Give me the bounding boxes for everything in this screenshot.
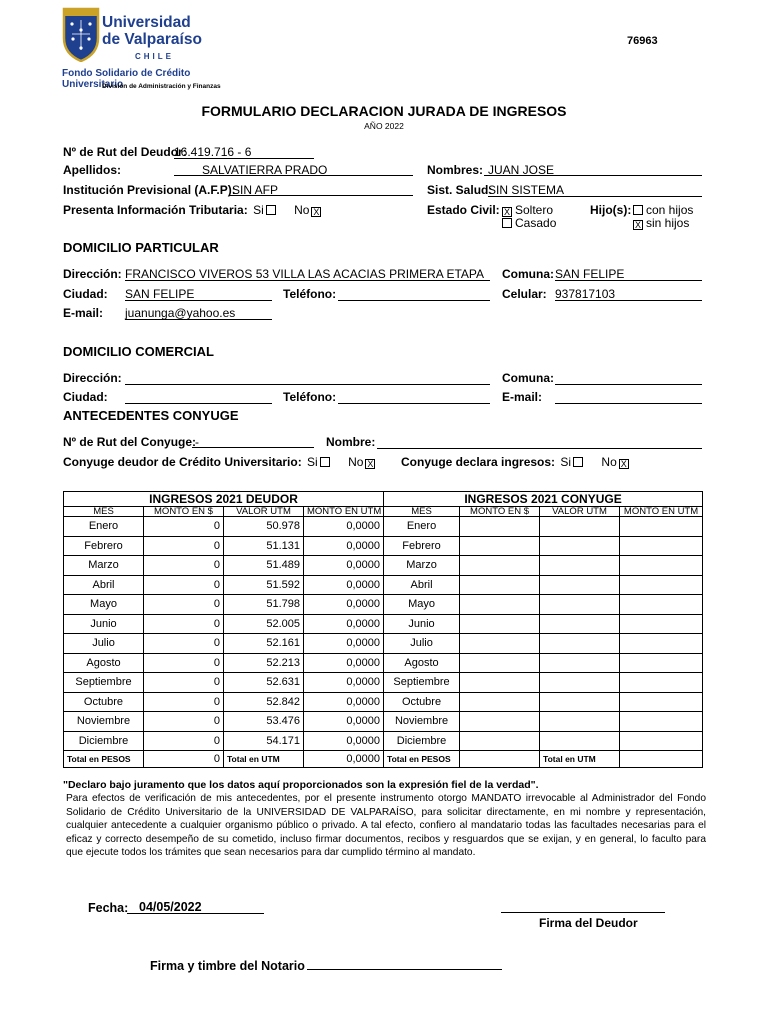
conyuge-monto-utm-cell[interactable]: [620, 731, 703, 751]
conyuge-total-pesos-value[interactable]: [460, 751, 540, 768]
conyuge-monto-utm-cell[interactable]: [620, 653, 703, 673]
soltero-option: [500, 203, 553, 217]
com-email-label: E-mail:: [502, 390, 543, 404]
tributaria-no-label: No: [294, 203, 310, 217]
document-number: 76963: [627, 35, 658, 47]
conyuge-monto-cell[interactable]: [460, 634, 540, 654]
conyuge-monto-utm-cell[interactable]: [620, 556, 703, 576]
conyuge-declara-label: Conyuge declara ingresos:: [401, 455, 556, 469]
income-table: [63, 491, 703, 768]
telefono-label: Teléfono:: [283, 287, 337, 301]
conyuge-valor-utm-cell[interactable]: [540, 712, 620, 732]
conyuge-monto-utm-cell[interactable]: [620, 634, 703, 654]
col-mes-header-conyuge: MES: [384, 507, 460, 517]
conyuge-monto-utm-cell[interactable]: [620, 692, 703, 712]
conyuge-month-cell: Abril: [384, 575, 460, 595]
monto-utm-cell: 0,0000: [304, 536, 384, 556]
firma-deudor-line[interactable]: [501, 912, 665, 913]
monto-cell: 0: [144, 536, 224, 556]
monto-cell: 0: [144, 692, 224, 712]
table-row: [64, 653, 703, 673]
conyuge-valor-utm-cell[interactable]: [540, 731, 620, 751]
valor-utm-cell: 52.842: [224, 692, 304, 712]
conyuge-month-cell: Julio: [384, 634, 460, 654]
soltero-checkbox[interactable]: X: [503, 207, 510, 217]
casado-label: Casado: [515, 216, 557, 230]
com-email-field[interactable]: [555, 390, 702, 404]
conyuge-valor-utm-cell[interactable]: [540, 692, 620, 712]
conyuge-valor-utm-cell[interactable]: [540, 536, 620, 556]
valor-utm-cell: 52.213: [224, 653, 304, 673]
tributaria-label: Presenta Información Tributaria:: [63, 203, 248, 217]
rut-field[interactable]: 16.419.716 - 6: [174, 145, 314, 159]
table-row: [64, 595, 703, 615]
conyuge-deudor-si-checkbox[interactable]: [320, 457, 330, 467]
estado-civil-label: Estado Civil:: [427, 203, 500, 217]
monto-cell: 0: [144, 712, 224, 732]
fecha-label: Fecha:: [88, 901, 129, 915]
conyuge-month-cell: Noviembre: [384, 712, 460, 732]
conyuge-monto-cell[interactable]: [460, 692, 540, 712]
monto-cell: 0: [144, 517, 224, 537]
salud-label: Sist. Salud:: [427, 183, 493, 197]
total-utm-label: Total en UTM: [224, 751, 304, 768]
conyuge-monto-utm-cell[interactable]: [620, 536, 703, 556]
conyuge-rut-field[interactable]: -: [192, 435, 314, 448]
tributaria-row: [63, 203, 324, 217]
casado-option: [500, 216, 556, 230]
email-label: E-mail:: [63, 306, 104, 320]
domicilio-comercial-title: DOMICILIO COMERCIAL: [63, 344, 214, 359]
hijos-label: Hijo(s):: [590, 203, 632, 217]
table-row: [64, 517, 703, 537]
firma-deudor-label: Firma del Deudor: [539, 916, 638, 930]
soltero-label: Soltero: [515, 203, 554, 217]
conyuge-monto-cell[interactable]: [460, 712, 540, 732]
conyuge-month-cell: Enero: [384, 517, 460, 537]
table-row: [64, 692, 703, 712]
table-row: [64, 712, 703, 732]
con-hijos-label: con hijos: [646, 203, 694, 217]
university-logo: [60, 6, 235, 96]
com-direccion-field[interactable]: [125, 371, 490, 385]
total-utm-value: 0,0000: [304, 751, 384, 768]
conyuge-title: ANTECEDENTES CONYUGE: [63, 408, 239, 423]
col-mes-header: MES: [64, 507, 144, 517]
conyuge-declara-no-checkbox[interactable]: X: [620, 459, 627, 469]
total-pesos-value: 0: [144, 751, 224, 768]
conyuge-deudor-row: [63, 455, 378, 469]
valor-utm-cell: 51.489: [224, 556, 304, 576]
ciudad-field[interactable]: SAN FELIPE: [125, 287, 272, 301]
con-hijos-option: [631, 203, 693, 217]
table-row: [64, 556, 703, 576]
ciudad-label: Ciudad:: [63, 287, 108, 301]
conyuge-monto-cell[interactable]: [460, 536, 540, 556]
conyuge-declara-no-label: No: [601, 455, 617, 469]
com-ciudad-field[interactable]: [125, 390, 272, 404]
celular-field[interactable]: 937817103: [555, 287, 702, 301]
casado-checkbox[interactable]: [502, 218, 512, 228]
month-cell: Julio: [64, 634, 144, 654]
university-name: Universidad: [102, 14, 191, 31]
monto-utm-cell: 0,0000: [304, 731, 384, 751]
apellidos-label: Apellidos:: [63, 163, 122, 177]
direccion-field[interactable]: FRANCISCO VIVEROS 53 VILLA LAS ACACIAS PRIMERA ETAPA: [125, 267, 490, 281]
month-cell: Febrero: [64, 536, 144, 556]
conyuge-declara-si-checkbox[interactable]: [573, 457, 583, 467]
table-row: [64, 731, 703, 751]
conyuge-valor-utm-cell[interactable]: [540, 556, 620, 576]
conyuge-monto-cell[interactable]: [460, 575, 540, 595]
valor-utm-cell: 54.171: [224, 731, 304, 751]
monto-cell: 0: [144, 731, 224, 751]
conyuge-deudor-no-label: No: [348, 455, 364, 469]
conyuge-valor-utm-cell[interactable]: [540, 595, 620, 615]
com-ciudad-label: Ciudad:: [63, 390, 108, 404]
col-monto-header-conyuge: MONTO EN $: [460, 507, 540, 517]
month-cell: Octubre: [64, 692, 144, 712]
monto-utm-cell: 0,0000: [304, 673, 384, 693]
nombres-field[interactable]: JUAN JOSE: [484, 163, 702, 176]
conyuge-month-cell: Septiembre: [384, 673, 460, 693]
valor-utm-cell: 51.131: [224, 536, 304, 556]
monto-utm-cell: 0,0000: [304, 517, 384, 537]
university-shield-icon: [62, 6, 100, 62]
monto-cell: 0: [144, 595, 224, 615]
conyuge-month-cell: Junio: [384, 614, 460, 634]
conyuge-month-cell: Febrero: [384, 536, 460, 556]
sin-hijos-checkbox[interactable]: X: [634, 220, 641, 230]
valor-utm-cell: 52.005: [224, 614, 304, 634]
month-cell: Marzo: [64, 556, 144, 576]
afp-field[interactable]: SIN AFP: [229, 183, 413, 196]
conyuge-month-cell: Diciembre: [384, 731, 460, 751]
telefono-field[interactable]: [338, 287, 490, 301]
valor-utm-cell: 53.476: [224, 712, 304, 732]
conyuge-valor-utm-cell[interactable]: [540, 653, 620, 673]
valor-utm-cell: 50.978: [224, 517, 304, 537]
con-hijos-checkbox[interactable]: [633, 205, 643, 215]
col-monto-utm-header-conyuge: MONTO EN UTM: [620, 507, 703, 517]
total-pesos-label: Total en PESOS: [64, 751, 144, 768]
monto-cell: 0: [144, 614, 224, 634]
conyuge-monto-utm-cell[interactable]: [620, 595, 703, 615]
conyuge-deudor-no-checkbox[interactable]: X: [367, 459, 374, 469]
month-cell: Noviembre: [64, 712, 144, 732]
conyuge-valor-utm-cell[interactable]: [540, 673, 620, 693]
comuna-label: Comuna:: [502, 267, 554, 281]
conyuge-total-pesos-label: Total en PESOS: [384, 751, 460, 768]
form-title: FORMULARIO DECLARACION JURADA DE INGRESOS: [201, 103, 567, 119]
conyuge-monto-cell[interactable]: [460, 595, 540, 615]
conyuge-valor-utm-cell[interactable]: [540, 634, 620, 654]
month-cell: Enero: [64, 517, 144, 537]
conyuge-nombre-label: Nombre:: [326, 435, 376, 449]
monto-cell: 0: [144, 673, 224, 693]
conyuge-total-utm-value[interactable]: [620, 751, 703, 768]
fecha-field[interactable]: 04/05/2022: [127, 900, 264, 914]
valor-utm-cell: 52.161: [224, 634, 304, 654]
conyuge-declara-si-label: Si: [560, 455, 572, 469]
month-cell: Septiembre: [64, 673, 144, 693]
rut-label: Nº de Rut del Deudor:: [63, 145, 187, 159]
conyuge-monto-utm-cell[interactable]: [620, 673, 703, 693]
month-cell: Mayo: [64, 595, 144, 615]
monto-cell: 0: [144, 556, 224, 576]
table-row: [64, 673, 703, 693]
afp-label: Institución Previsional (A.F.P):: [63, 183, 236, 197]
direccion-label: Dirección:: [63, 267, 122, 281]
comuna-field[interactable]: SAN FELIPE: [555, 267, 702, 281]
com-comuna-field[interactable]: [555, 371, 702, 385]
conyuge-monto-utm-cell[interactable]: [620, 575, 703, 595]
col-valor-utm-header-conyuge: VALOR UTM: [540, 507, 620, 517]
conyuge-monto-cell[interactable]: [460, 517, 540, 537]
tributaria-si-checkbox[interactable]: [266, 205, 276, 215]
university-country: CHILE: [135, 52, 174, 61]
salud-field[interactable]: SIN SISTEMA: [488, 183, 702, 197]
conyuge-total-utm-label: Total en UTM: [540, 751, 620, 768]
nombres-label: Nombres:: [427, 163, 484, 177]
tributaria-si-label: Si: [253, 203, 264, 217]
conyuge-monto-utm-cell[interactable]: [620, 614, 703, 634]
conyuge-income-title: INGRESOS 2021 CONYUGE: [384, 492, 703, 507]
monto-cell: 0: [144, 653, 224, 673]
monto-cell: 0: [144, 575, 224, 595]
monto-utm-cell: 0,0000: [304, 556, 384, 576]
division-name: División de Administración y Finanzas: [102, 83, 221, 90]
university-name-2: de Valparaíso: [102, 31, 202, 48]
col-monto-header: MONTO EN $: [144, 507, 224, 517]
sin-hijos-option: [631, 216, 689, 230]
monto-utm-cell: 0,0000: [304, 634, 384, 654]
month-cell: Abril: [64, 575, 144, 595]
monto-utm-cell: 0,0000: [304, 692, 384, 712]
deudor-income-title: INGRESOS 2021 DEUDOR: [64, 492, 384, 507]
conyuge-monto-utm-cell[interactable]: [620, 517, 703, 537]
conyuge-valor-utm-cell[interactable]: [540, 614, 620, 634]
table-row: [64, 634, 703, 654]
conyuge-deudor-label: Conyuge deudor de Crédito Universitario:: [63, 455, 302, 469]
monto-utm-cell: 0,0000: [304, 595, 384, 615]
table-row: [64, 536, 703, 556]
table-row: [64, 614, 703, 634]
monto-cell: 0: [144, 634, 224, 654]
firma-notario-line[interactable]: [307, 969, 502, 970]
sin-hijos-label: sin hijos: [646, 216, 690, 230]
monto-utm-cell: 0,0000: [304, 653, 384, 673]
month-cell: Junio: [64, 614, 144, 634]
domicilio-particular-title: DOMICILIO PARTICULAR: [63, 240, 219, 255]
conyuge-declara-row: [401, 455, 632, 469]
conyuge-monto-cell[interactable]: [460, 731, 540, 751]
totals-row: [64, 751, 703, 768]
email-field[interactable]: juanunga@yahoo.es: [125, 306, 272, 320]
conyuge-nombre-field[interactable]: [377, 435, 702, 449]
com-direccion-label: Dirección:: [63, 371, 122, 385]
form-year: AÑO 2022: [364, 121, 404, 131]
conyuge-valor-utm-cell[interactable]: [540, 517, 620, 537]
conyuge-monto-cell[interactable]: [460, 556, 540, 576]
conyuge-month-cell: Mayo: [384, 595, 460, 615]
monto-utm-cell: 0,0000: [304, 614, 384, 634]
col-valor-utm-header: VALOR UTM: [224, 507, 304, 517]
valor-utm-cell: 51.592: [224, 575, 304, 595]
conyuge-monto-cell[interactable]: [460, 614, 540, 634]
fund-name: Fondo Solidario de Crédito Universitario: [62, 68, 191, 90]
conyuge-valor-utm-cell[interactable]: [540, 575, 620, 595]
conyuge-deudor-si-label: Si: [307, 455, 318, 469]
celular-label: Celular:: [502, 287, 547, 301]
oath-statement: "Declaro bajo juramento que los datos aquí proporcionados son la expresión fiel de la verdad".: [63, 779, 539, 791]
table-row: [64, 575, 703, 595]
valor-utm-cell: 51.798: [224, 595, 304, 615]
month-cell: Agosto: [64, 653, 144, 673]
com-telefono-field[interactable]: [338, 390, 490, 404]
monto-utm-cell: 0,0000: [304, 575, 384, 595]
monto-utm-cell: 0,0000: [304, 712, 384, 732]
month-cell: Diciembre: [64, 731, 144, 751]
conyuge-month-cell: Octubre: [384, 692, 460, 712]
valor-utm-cell: 52.631: [224, 673, 304, 693]
firma-notario-label: Firma y timbre del Notario: [150, 959, 305, 973]
conyuge-monto-cell[interactable]: [460, 653, 540, 673]
mandate-paragraph: Para efectos de verificación de mis antecedentes, por el presente instrumento otorgo MANDATO irrevocable al Administrador del Fondo Solidario de Crédito Universitario de la UNIVERSIDAD DE VALPARAÍSO, para solicitar directamente, en mi nombre y representación, cualquier antecedente a cualquier organismo público o privado. A tal efecto, confiero al mandatario todas las facultades necesarias para el eficaz y correcto desempeño de su cometido, incluso firmar documentos, recibos y resguardos que se exijan, y en general, lo faculto para que ejecute todos los trámites que sean necesarios para dar cumplido término al mandato.: [66, 793, 706, 858]
com-telefono-label: Teléfono:: [283, 390, 337, 404]
apellidos-field[interactable]: SALVATIERRA PRADO: [174, 163, 413, 176]
conyuge-monto-cell[interactable]: [460, 673, 540, 693]
conyuge-rut-label: Nº de Rut del Conyuge:: [63, 435, 197, 449]
tributaria-no-checkbox[interactable]: X: [313, 207, 320, 217]
com-comuna-label: Comuna:: [502, 371, 554, 385]
conyuge-month-cell: Agosto: [384, 653, 460, 673]
conyuge-month-cell: Marzo: [384, 556, 460, 576]
col-monto-utm-header: MONTO EN UTM: [304, 507, 384, 517]
conyuge-monto-utm-cell[interactable]: [620, 712, 703, 732]
